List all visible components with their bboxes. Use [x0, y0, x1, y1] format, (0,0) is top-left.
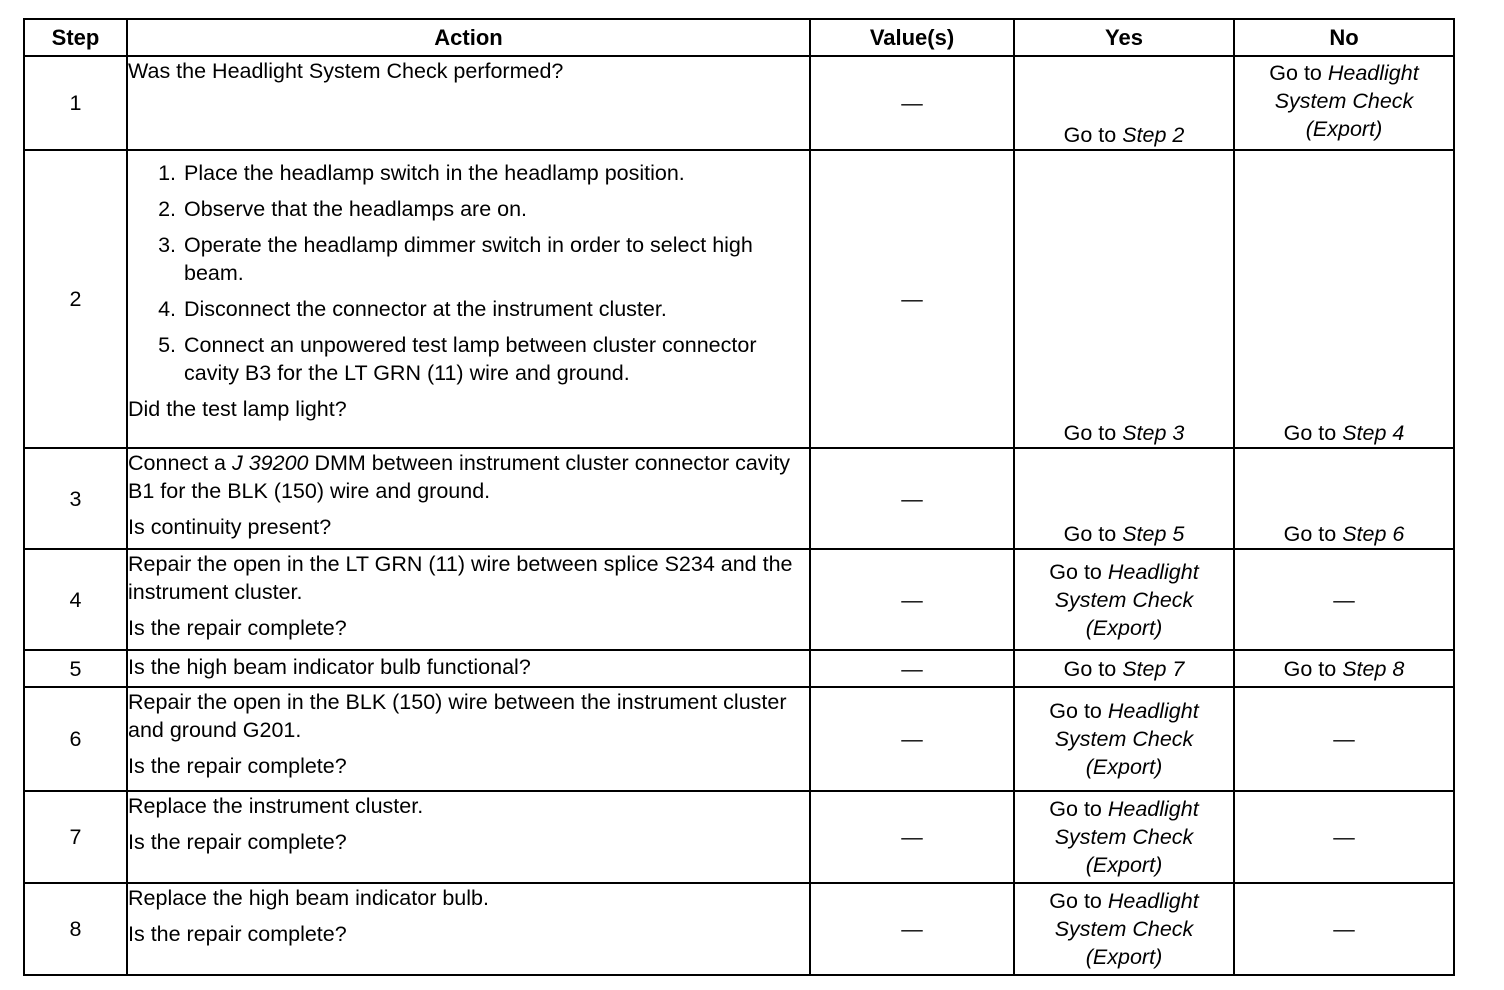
- no-cell[interactable]: Go to Step 4: [1234, 150, 1454, 448]
- yes-link-export[interactable]: (Export): [1085, 853, 1163, 877]
- value-cell: —: [810, 791, 1014, 883]
- action-question: Is the repair complete?: [128, 616, 347, 640]
- value-cell: —: [810, 549, 1014, 650]
- step-number: 8: [24, 883, 127, 975]
- yes-link-system-check[interactable]: System Check: [1054, 587, 1194, 612]
- yes-link[interactable]: Step 7: [1122, 656, 1185, 681]
- action-question: Did the test lamp light?: [128, 397, 347, 421]
- action-question: Is the repair complete?: [128, 830, 347, 854]
- no-cell: —: [1234, 791, 1454, 883]
- value-cell: —: [810, 650, 1014, 687]
- yes-link-system-check[interactable]: System Check: [1054, 917, 1194, 941]
- tool-reference: J 39200: [231, 451, 309, 475]
- table-row: [24, 549, 1454, 650]
- action-cell: [127, 883, 810, 975]
- step-number: 4: [24, 549, 127, 650]
- no-link[interactable]: Step 8: [1342, 656, 1405, 681]
- action-cell: [127, 448, 810, 549]
- yes-link-headlight[interactable]: Headlight: [1107, 797, 1199, 821]
- value-cell: —: [810, 56, 1014, 150]
- yes-link-system-check[interactable]: System Check: [1054, 825, 1194, 849]
- step-number: 6: [24, 687, 127, 791]
- yes-prefix: Go to: [1063, 123, 1123, 147]
- header-yes: Yes: [1014, 19, 1234, 56]
- yes-link-export[interactable]: (Export): [1085, 945, 1163, 969]
- table-row: [24, 56, 1454, 150]
- action-question: Is the repair complete?: [128, 754, 347, 778]
- yes-link[interactable]: Step 2: [1122, 123, 1185, 147]
- procedure-list: [128, 159, 809, 387]
- action-question: Is the repair complete?: [128, 922, 347, 946]
- action-cell: [127, 791, 810, 883]
- action-cell: [127, 650, 810, 687]
- step-number: 1: [24, 56, 127, 150]
- procedure-item: 5. Connect an unpowered test lamp between cluster connector cavity B3 for the LT GRN (11) wire and ground.: [158, 333, 757, 385]
- yes-link[interactable]: Step 5: [1122, 522, 1185, 546]
- yes-link-system-check[interactable]: System Check: [1054, 727, 1194, 751]
- table-row: [24, 650, 1454, 687]
- no-cell[interactable]: Go to Step 8: [1234, 650, 1454, 687]
- yes-link-headlight[interactable]: Headlight: [1107, 699, 1199, 723]
- no-link[interactable]: Step 6: [1342, 522, 1405, 546]
- action-text: Repair the open in the BLK (150) wire between the instrument cluster and ground G201.: [128, 690, 787, 742]
- yes-link[interactable]: Step 3: [1122, 421, 1185, 445]
- procedure-item: 2. Observe that the headlamps are on.: [158, 197, 528, 221]
- step-number: 2: [24, 150, 127, 448]
- yes-cell[interactable]: Go to Headlight System Check (Export): [1014, 791, 1234, 883]
- action-question: Is continuity present?: [128, 515, 332, 539]
- no-cell: —: [1234, 549, 1454, 650]
- action-cell: [127, 549, 810, 650]
- yes-cell[interactable]: Go to Step 7: [1014, 650, 1234, 687]
- yes-cell[interactable]: [1014, 56, 1234, 150]
- value-cell: —: [810, 883, 1014, 975]
- action-cell: [127, 150, 810, 448]
- yes-link-export[interactable]: (Export): [1085, 615, 1163, 640]
- action-question: Was the Headlight System Check performed?: [128, 59, 564, 83]
- no-link-headlight[interactable]: Headlight: [1327, 61, 1419, 85]
- yes-cell[interactable]: Go to Headlight System Check (Export): [1014, 687, 1234, 791]
- yes-cell[interactable]: Go to Headlight System Check (Export): [1014, 883, 1234, 975]
- no-cell: —: [1234, 687, 1454, 791]
- procedure-item: 4. Disconnect the connector at the instrument cluster.: [158, 297, 667, 321]
- no-prefix: Go to: [1269, 61, 1328, 85]
- action-cell: [127, 687, 810, 791]
- procedure-item: 1. Place the headlamp switch in the headlamp position.: [158, 161, 685, 185]
- value-cell: —: [810, 448, 1014, 549]
- table-row: [24, 687, 1454, 791]
- action-text: Connect a J 39200 DMM between instrument cluster connector cavity B1 for the BLK (150) wire and ground.: [128, 451, 791, 503]
- no-cell: —: [1234, 883, 1454, 975]
- table-row: [24, 791, 1454, 883]
- yes-link-headlight[interactable]: Headlight: [1107, 559, 1199, 584]
- value-cell: —: [810, 687, 1014, 791]
- action-text: Replace the high beam indicator bulb.: [128, 886, 489, 910]
- procedure-item: 3. Operate the headlamp dimmer switch in order to select high beam.: [158, 233, 753, 285]
- yes-link-export[interactable]: (Export): [1085, 755, 1163, 779]
- table-row: [24, 883, 1454, 975]
- no-link-export[interactable]: (Export): [1305, 117, 1383, 141]
- no-cell[interactable]: [1234, 56, 1454, 150]
- no-cell[interactable]: Go to Step 6: [1234, 448, 1454, 549]
- table-row: [24, 448, 1454, 549]
- yes-link-headlight[interactable]: Headlight: [1107, 889, 1199, 913]
- action-text: Repair the open in the LT GRN (11) wire between splice S234 and the instrument cluster.: [128, 552, 793, 604]
- yes-cell[interactable]: Go to Headlight System Check (Export): [1014, 549, 1234, 650]
- header-action: Action: [127, 19, 810, 56]
- action-cell: [127, 56, 810, 150]
- table-row: [24, 150, 1454, 448]
- step-number: 7: [24, 791, 127, 883]
- header-row: [24, 19, 1454, 56]
- action-question: Is the high beam indicator bulb functional?: [128, 655, 531, 679]
- diagnostic-table: [23, 18, 1455, 976]
- step-number: 5: [24, 650, 127, 687]
- action-text: Replace the instrument cluster.: [128, 794, 424, 818]
- no-link-system-check[interactable]: System Check: [1274, 89, 1414, 113]
- step-number: 3: [24, 448, 127, 549]
- header-no: No: [1234, 19, 1454, 56]
- header-values: Value(s): [810, 19, 1014, 56]
- yes-cell[interactable]: Go to Step 5: [1014, 448, 1234, 549]
- no-link[interactable]: Step 4: [1342, 421, 1405, 445]
- header-step: Step: [24, 19, 127, 56]
- value-cell: —: [810, 150, 1014, 448]
- yes-cell[interactable]: Go to Step 3: [1014, 150, 1234, 448]
